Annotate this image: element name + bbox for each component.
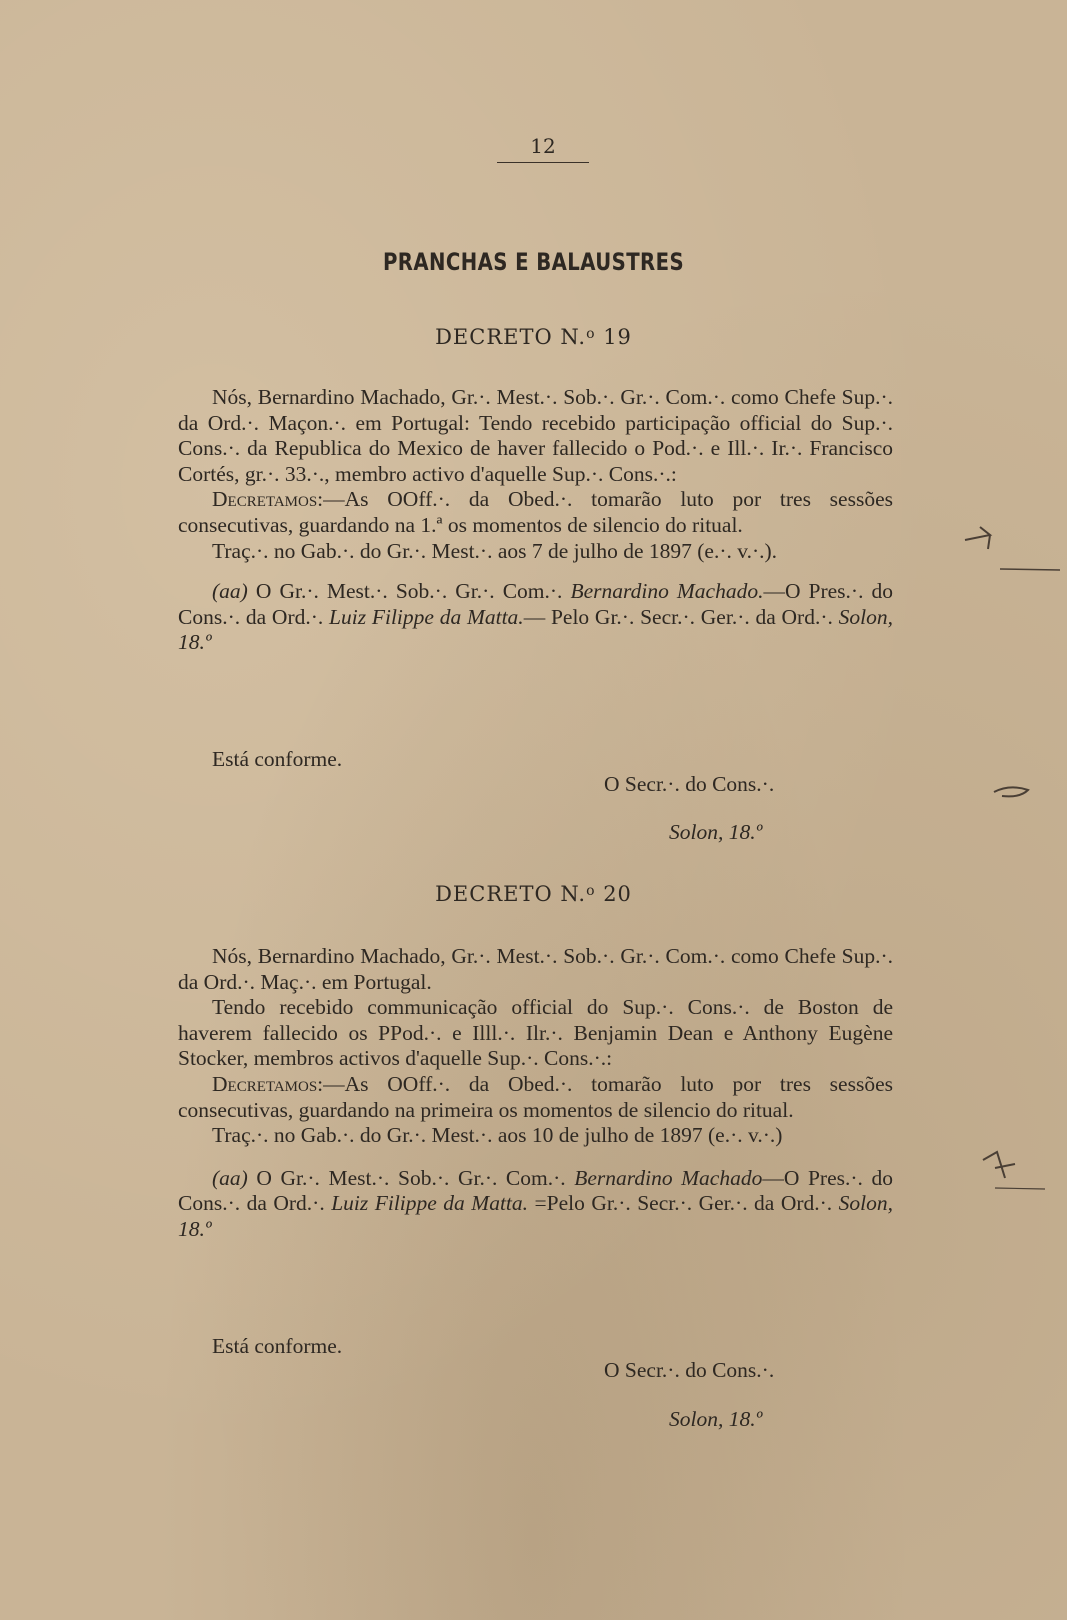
- decretamos-label: Decretamos:: [212, 487, 324, 512]
- sig-text-1: O Gr.·. Mest.·. Sob.·. Gr.·. Com.·.: [247, 1165, 575, 1190]
- decretamos-text: —As OOff.·. da Obed.·. tomarão luto por tres sessões consecutivas, guardando na 1.ª os momentos de silencio do ritual.: [178, 487, 893, 537]
- decree-19-heading: [0, 325, 1067, 349]
- sig-name-2: Luiz Filippe da Matta.: [329, 604, 524, 629]
- decree-20-heading: [0, 882, 1067, 906]
- sig-text-3: =Pelo Gr.·. Secr.·. Ger.·. da Ord.·.: [528, 1191, 839, 1216]
- page-number: 12: [497, 134, 589, 163]
- decree-heading-number: 20: [603, 882, 632, 906]
- decree-20-tendo: Tendo recebido communicação official do Sup.·. Cons.·. de Boston de haverem fallecido os PPod.·. e Illl.·. Ilr.·. Benjamin Dean e Anthony Eugène Stocker, membros activos d'aquelle Sup.·. Cons.·.:: [178, 995, 893, 1071]
- decree-heading-number: 19: [603, 325, 632, 349]
- sig-text-2: —O Pres.·. do Cons.·. da Ord.·.: [178, 579, 894, 629]
- decree-20-decretamos: [178, 1072, 893, 1123]
- sig-text-2: —O Pres.·. do Cons.·. da Ord.·.: [178, 1165, 893, 1216]
- decree-19-secretary: O Secr.·. do Cons.·.: [604, 772, 775, 796]
- margin-ink-mark-icon: [960, 515, 1060, 575]
- sig-name-2: Luiz Filippe da Matta.: [331, 1191, 529, 1216]
- margin-ink-mark-icon: [975, 1140, 1045, 1190]
- decree-20-signatures: [178, 1166, 893, 1243]
- decretamos-label: Decretamos:: [212, 1071, 324, 1096]
- sig-aa: (aa): [212, 579, 248, 604]
- decree-19-preamble: Nós, Bernardino Machado, Gr.·. Mest.·. Sob.·. Gr.·. Com.·. como Chefe Sup.·. da Ord.·. Maçon.·. em Portugal: Tendo recebido participação official do Sup.·. Cons.·. da Republica do Mexico de haver fallecido o Pod.·. e Ill.·. Ir.·. Francisco Cortés, gr.·. 33.·., membro activo d'aquelle Sup.·. Cons.·.:: [178, 385, 893, 486]
- decree-19-conforme: Está conforme.: [212, 747, 343, 771]
- decree-20-preamble: Nós, Bernardino Machado, Gr.·. Mest.·. Sob.·. Gr.·. Com.·. como Chefe Sup.·. da Ord.·. Maç.·. em Portugal.: [178, 944, 893, 994]
- decretamos-text: —As OOff.·. da Obed.·. tomarão luto por tres sessões consecutivas, guardando na primeira os momentos de silencio do ritual.: [178, 1071, 893, 1122]
- decree-19-body: [178, 385, 893, 656]
- sig-text-1: O Gr.·. Mest.·. Sob.·. Gr.·. Com.·.: [247, 579, 571, 604]
- sig-name-1: Bernardino Machado: [574, 1165, 763, 1190]
- decree-heading-ordinal: o: [586, 883, 596, 899]
- section-title: PRANCHAS E BALAUSTRES: [382, 248, 685, 276]
- sig-name-1: Bernardino Machado.: [570, 579, 764, 604]
- decree-19-trac: Traç.·. no Gab.·. do Gr.·. Mest.·. aos 7 de julho de 1897 (e.·. v.·.).: [212, 538, 778, 563]
- decree-19-signatures: [178, 579, 893, 656]
- sig-name-3: Solon, 18.º: [178, 1191, 893, 1241]
- sig-text-3: — Pelo Gr.·. Secr.·. Ger.·. da Ord.·.: [523, 604, 839, 629]
- decree-heading-ordinal: o: [586, 326, 596, 342]
- sig-aa: (aa): [212, 1165, 248, 1190]
- decree-20-conforme: Está conforme.: [212, 1334, 343, 1358]
- decree-heading-label: DECRETO N.: [435, 882, 587, 906]
- decree-20-body: [178, 944, 893, 1243]
- sig-name-3: Solon, 18.º: [178, 604, 893, 655]
- decree-20-trac: Traç.·. no Gab.·. do Gr.·. Mest.·. aos 10 de julho de 1897 (e.·. v.·.): [212, 1123, 783, 1148]
- decree-heading-label: DECRETO N.: [435, 325, 587, 349]
- decree-20-solon: Solon, 18.º: [669, 1407, 763, 1431]
- decree-19-decretamos: [178, 487, 893, 538]
- margin-ink-mark-icon: [990, 778, 1050, 808]
- decree-20-secretary: O Secr.·. do Cons.·.: [604, 1358, 775, 1382]
- decree-19-solon: Solon, 18.º: [669, 820, 763, 844]
